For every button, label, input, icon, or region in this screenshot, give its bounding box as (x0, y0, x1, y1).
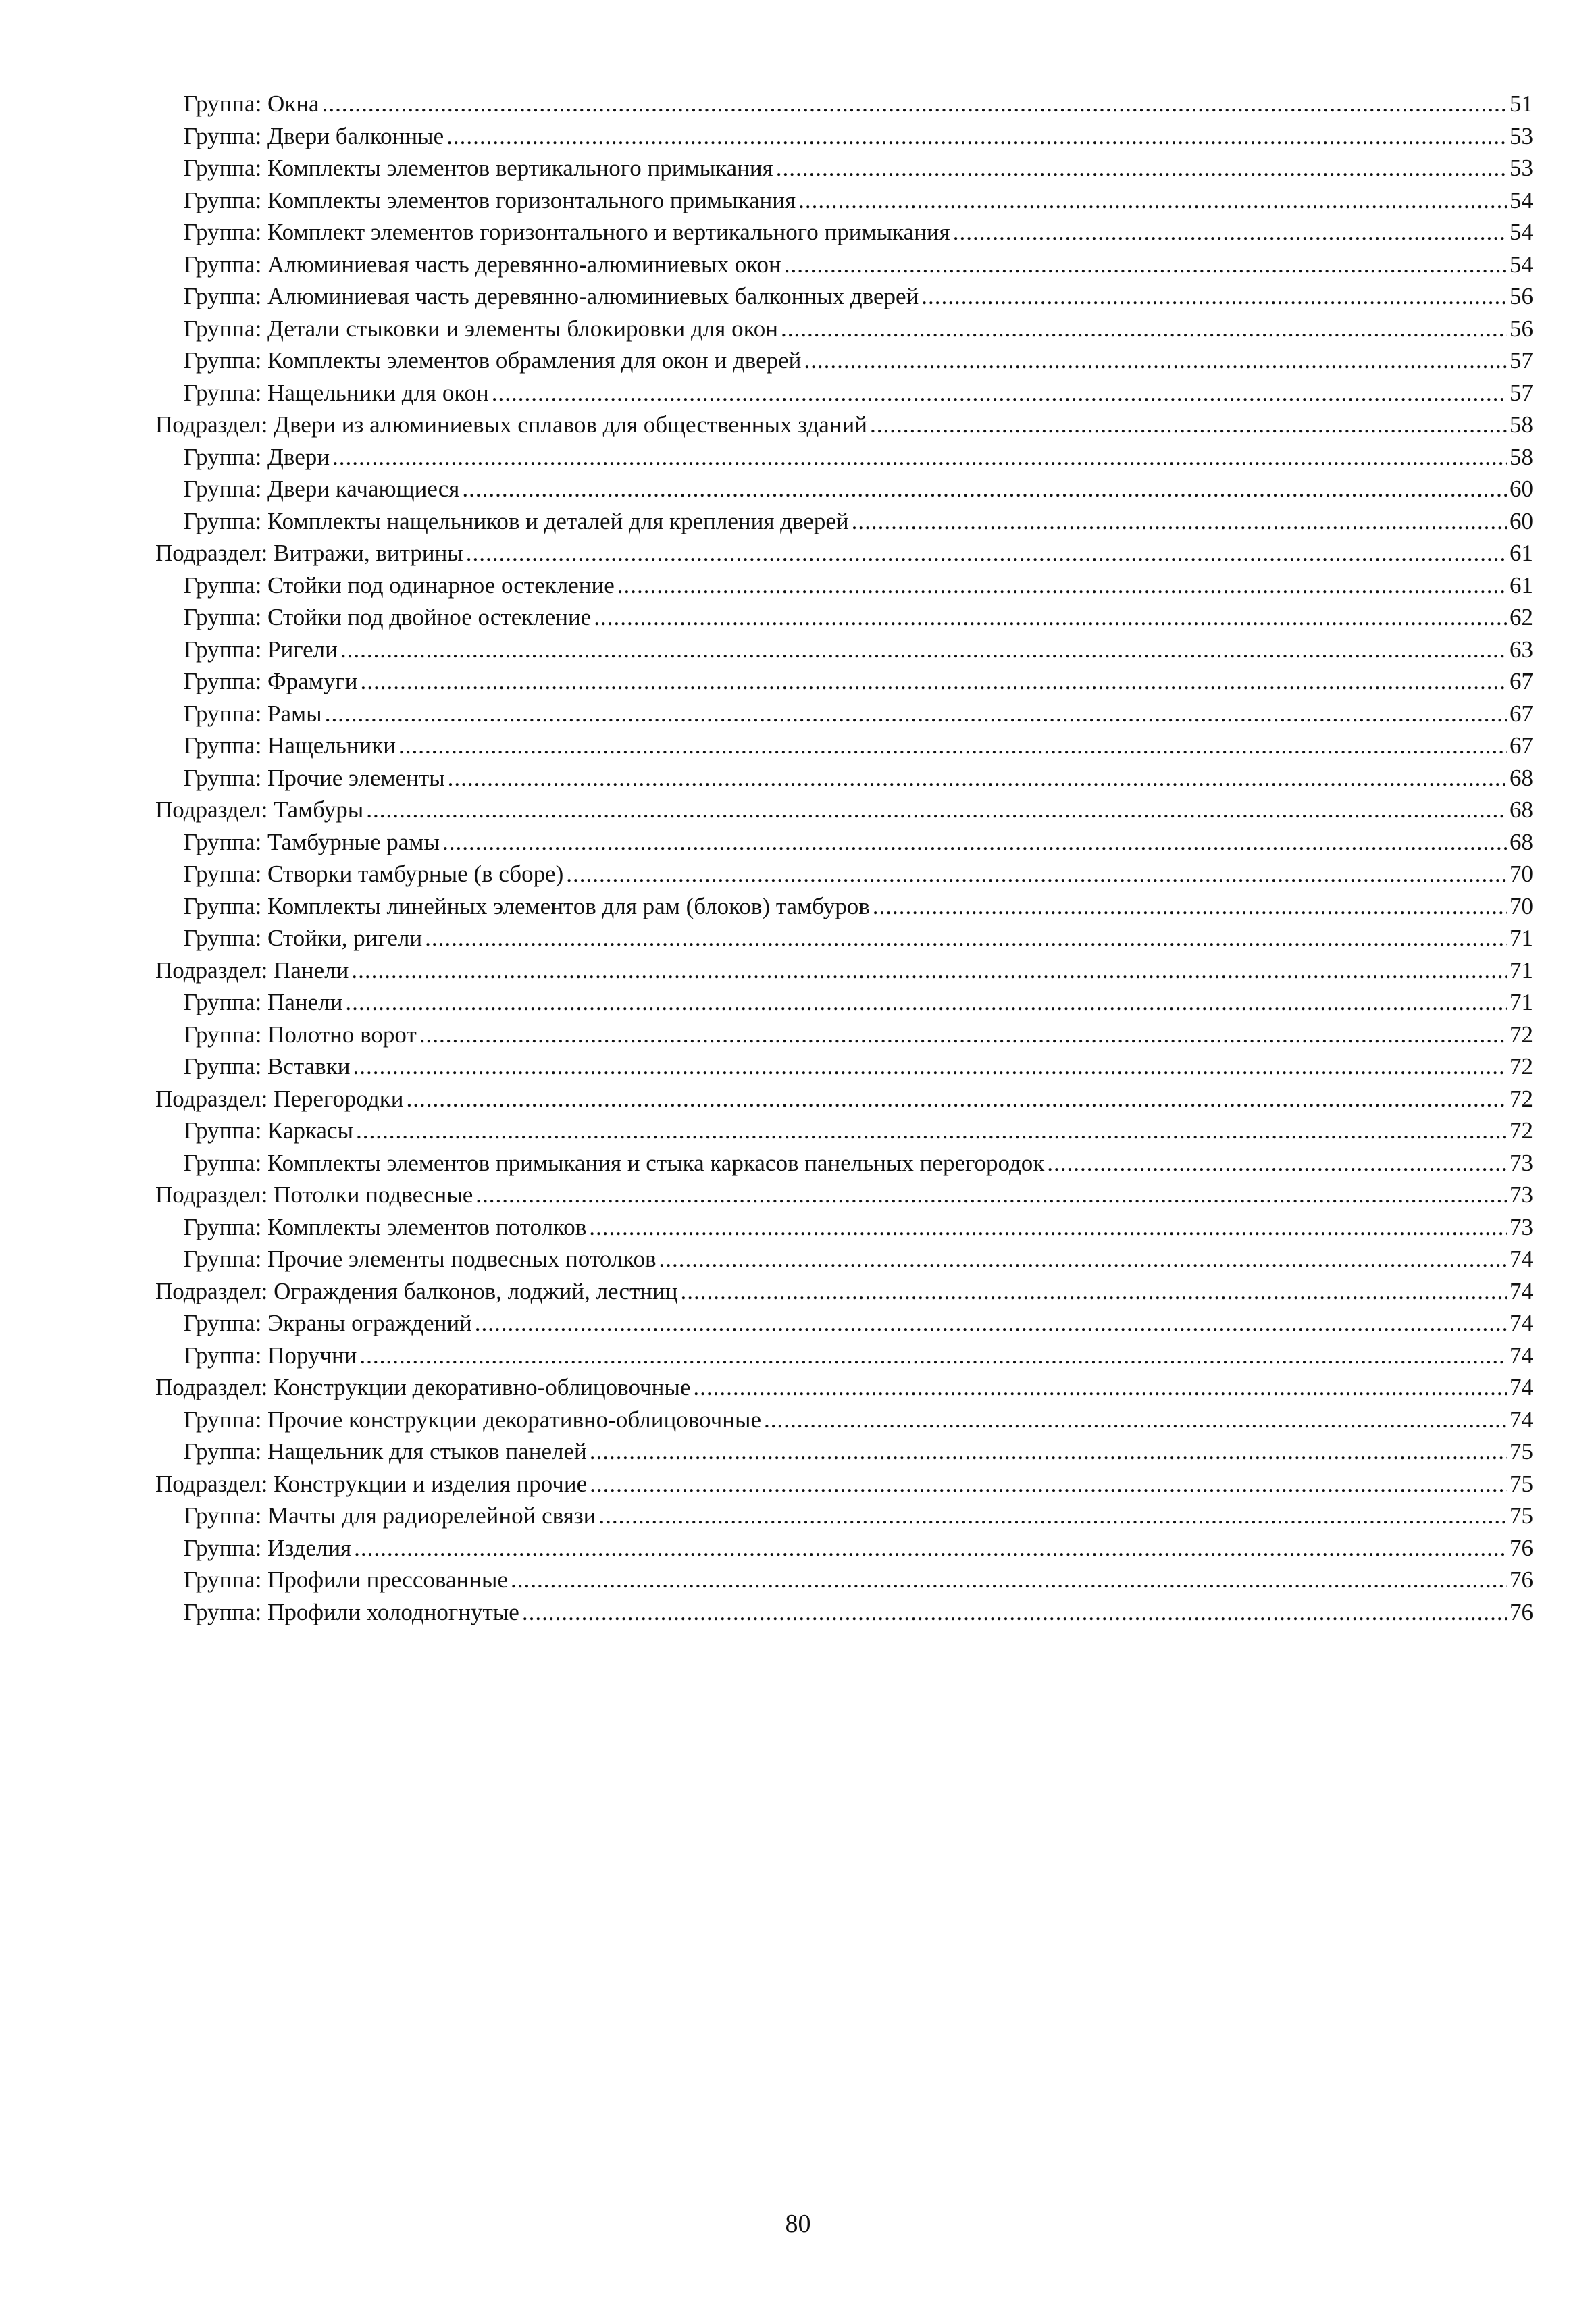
toc-entry-title: Группа: Нащельник для стыков панелей (184, 1438, 587, 1465)
toc-group-entry (155, 1404, 1533, 1436)
toc-group-entry (155, 441, 1533, 474)
toc-entry-title: Группа: Прочие элементы подвесных потолков (184, 1246, 657, 1272)
toc-entry-title: Группа: Экраны ограждений (184, 1310, 472, 1336)
toc-entry-page: 75 (1510, 1502, 1533, 1529)
toc-dot-leader (594, 601, 1507, 634)
toc-entry-title: Группа: Ригели (184, 636, 338, 663)
toc-group-entry (155, 1147, 1533, 1179)
toc-dot-leader (798, 184, 1507, 217)
toc-dot-leader (590, 1435, 1507, 1468)
toc-dot-leader (590, 1468, 1507, 1500)
toc-group-entry (155, 1307, 1533, 1340)
toc-entry-title: Группа: Алюминиевая часть деревянно-алюминиевых окон (184, 251, 781, 278)
toc-dot-leader (784, 249, 1507, 281)
toc-group-entry (155, 1115, 1533, 1147)
toc-entry-title: Группа: Тамбурные рамы (184, 828, 440, 855)
toc-entry-page: 60 (1510, 476, 1533, 502)
toc-dot-leader (693, 1371, 1507, 1404)
toc-subsection-entry (155, 955, 1533, 987)
toc-subsection-entry (155, 1275, 1533, 1308)
toc-entry-title: Группа: Комплекты элементов примыкания и стыка каркасов панельных перегородок (184, 1149, 1045, 1176)
toc-group-entry (155, 1532, 1533, 1565)
toc-entry-page: 76 (1510, 1567, 1533, 1593)
toc-dot-leader (1047, 1147, 1507, 1179)
toc-entry-title: Группа: Комплекты элементов горизонтального примыкания (184, 186, 796, 213)
toc-entry-page: 72 (1510, 1117, 1533, 1144)
toc-group-entry (155, 345, 1533, 377)
toc-entry-title: Группа: Изделия (184, 1534, 352, 1561)
toc-entry-page: 54 (1510, 251, 1533, 278)
toc-entry-page: 53 (1510, 122, 1533, 149)
toc-entry-page: 74 (1510, 1406, 1533, 1433)
toc-entry-title: Группа: Профили прессованные (184, 1567, 508, 1593)
toc-subsection-entry (155, 1371, 1533, 1404)
toc-subsection-entry (155, 794, 1533, 826)
toc-entry-page: 58 (1510, 443, 1533, 470)
toc-entry-title: Группа: Комплекты элементов потолков (184, 1213, 587, 1240)
toc-entry-page: 61 (1510, 571, 1533, 599)
toc-entry-title: Группа: Стойки, ригели (184, 925, 423, 951)
toc-entry-title: Подраздел: Конструкции декоративно-облицовочные (155, 1374, 691, 1400)
table-of-contents (155, 88, 1533, 1628)
toc-entry-page: 58 (1510, 411, 1533, 438)
toc-subsection-entry (155, 1179, 1533, 1211)
toc-dot-leader (351, 955, 1507, 987)
toc-dot-leader (776, 152, 1507, 184)
toc-entry-title: Группа: Поручни (184, 1342, 357, 1369)
toc-group-entry (155, 665, 1533, 698)
toc-subsection-entry (155, 537, 1533, 569)
toc-group-entry (155, 922, 1533, 955)
toc-group-entry (155, 505, 1533, 538)
toc-entry-title: Подраздел: Панели (155, 957, 349, 984)
toc-group-entry (155, 120, 1533, 153)
toc-entry-page: 71 (1510, 957, 1533, 984)
toc-dot-leader (406, 1083, 1507, 1115)
toc-entry-title: Группа: Комплекты линейных элементов для рам (блоков) тамбуров (184, 892, 870, 919)
toc-dot-leader (446, 120, 1507, 153)
toc-group-entry (155, 730, 1533, 762)
toc-subsection-entry (155, 409, 1533, 441)
toc-dot-leader (340, 634, 1507, 666)
toc-entry-title: Группа: Двери (184, 443, 330, 470)
toc-group-entry (155, 473, 1533, 505)
toc-dot-leader (953, 216, 1507, 249)
toc-entry-title: Подраздел: Перегородки (155, 1085, 404, 1112)
toc-dot-leader (462, 473, 1507, 505)
toc-dot-leader (360, 665, 1507, 698)
toc-entry-page: 74 (1510, 1277, 1533, 1304)
toc-entry-page: 74 (1510, 1374, 1533, 1400)
toc-entry-title: Подраздел: Конструкции и изделия прочие (155, 1470, 588, 1497)
toc-entry-page: 67 (1510, 732, 1533, 759)
toc-entry-page: 60 (1510, 507, 1533, 534)
toc-subsection-entry (155, 1468, 1533, 1500)
toc-entry-page: 72 (1510, 1085, 1533, 1112)
toc-group-entry (155, 762, 1533, 794)
toc-entry-page: 73 (1510, 1213, 1533, 1240)
toc-dot-leader (325, 698, 1507, 730)
toc-dot-leader (356, 1115, 1507, 1147)
toc-dot-leader (475, 1307, 1507, 1340)
toc-dot-leader (398, 730, 1507, 762)
toc-entry-page: 57 (1510, 347, 1533, 374)
toc-group-entry (155, 216, 1533, 249)
toc-entry-title: Группа: Фрамуги (184, 668, 358, 694)
toc-entry-title: Группа: Комплект элементов горизонтального и вертикального примыкания (184, 219, 950, 245)
toc-entry-title: Группа: Прочие элементы (184, 764, 445, 791)
toc-entry-title: Группа: Комплекты элементов вертикального примыкания (184, 155, 773, 181)
toc-group-entry (155, 152, 1533, 184)
toc-entry-page: 54 (1510, 219, 1533, 245)
toc-entry-page: 74 (1510, 1246, 1533, 1272)
toc-entry-page: 56 (1510, 315, 1533, 342)
toc-dot-leader (870, 409, 1507, 441)
toc-entry-page: 54 (1510, 186, 1533, 213)
toc-dot-leader (425, 922, 1507, 955)
toc-entry-title: Группа: Прочие конструкции декоративно-облицовочные (184, 1406, 761, 1433)
toc-group-entry (155, 1564, 1533, 1596)
toc-entry-page: 76 (1510, 1598, 1533, 1625)
toc-dot-leader (681, 1275, 1508, 1308)
toc-entry-title: Группа: Двери балконные (184, 122, 444, 149)
toc-group-entry (155, 826, 1533, 859)
toc-dot-leader (617, 569, 1507, 602)
toc-entry-page: 56 (1510, 283, 1533, 309)
toc-group-entry (155, 249, 1533, 281)
toc-dot-leader (345, 986, 1507, 1019)
toc-entry-title: Подраздел: Потолки подвесные (155, 1181, 473, 1208)
toc-entry-title: Группа: Комплекты нащельников и деталей для крепления дверей (184, 507, 849, 534)
toc-group-entry (155, 858, 1533, 890)
toc-entry-page: 51 (1510, 91, 1533, 117)
toc-entry-page: 68 (1510, 764, 1533, 791)
toc-entry-title: Группа: Нащельники для окон (184, 379, 489, 406)
toc-group-entry (155, 1500, 1533, 1532)
toc-entry-title: Группа: Стойки под одинарное остекление (184, 571, 615, 599)
toc-group-entry (155, 377, 1533, 409)
toc-group-entry (155, 88, 1533, 120)
toc-dot-leader (475, 1179, 1507, 1211)
toc-subsection-entry (155, 1083, 1533, 1115)
toc-entry-page: 74 (1510, 1342, 1533, 1369)
toc-entry-title: Группа: Мачты для радиорелейной связи (184, 1502, 596, 1529)
toc-dot-leader (522, 1596, 1507, 1629)
toc-entry-page: 76 (1510, 1534, 1533, 1561)
toc-group-entry (155, 986, 1533, 1019)
toc-entry-title: Группа: Алюминиевая часть деревянно-алюминиевых балконных дверей (184, 283, 919, 309)
toc-dot-leader (566, 858, 1507, 890)
toc-entry-title: Группа: Стойки под двойное остекление (184, 604, 592, 630)
toc-entry-page: 57 (1510, 379, 1533, 406)
toc-dot-leader (466, 537, 1507, 569)
toc-entry-title: Подраздел: Витражи, витрины (155, 540, 463, 566)
toc-dot-leader (366, 794, 1507, 826)
toc-dot-leader (442, 826, 1507, 859)
toc-entry-page: 61 (1510, 540, 1533, 566)
toc-dot-leader (921, 280, 1507, 313)
toc-group-entry (155, 634, 1533, 666)
page-number: 80 (785, 2210, 811, 2238)
toc-entry-page: 68 (1510, 796, 1533, 823)
toc-group-entry (155, 1050, 1533, 1083)
toc-entry-title: Группа: Детали стыковки и элементы блокировки для окон (184, 315, 779, 342)
toc-entry-page: 70 (1510, 861, 1533, 887)
toc-entry-page: 68 (1510, 828, 1533, 855)
toc-entry-page: 70 (1510, 892, 1533, 919)
toc-group-entry (155, 184, 1533, 217)
toc-entry-title: Группа: Каркасы (184, 1117, 354, 1144)
toc-entry-page: 63 (1510, 636, 1533, 663)
toc-entry-title: Группа: Полотно ворот (184, 1021, 417, 1048)
toc-entry-page: 73 (1510, 1181, 1533, 1208)
toc-entry-title: Группа: Панели (184, 989, 343, 1015)
toc-group-entry (155, 1211, 1533, 1244)
toc-entry-page: 67 (1510, 668, 1533, 694)
toc-entry-page: 71 (1510, 989, 1533, 1015)
toc-group-entry (155, 890, 1533, 923)
toc-group-entry (155, 1596, 1533, 1629)
toc-entry-title: Группа: Профили холодногнутые (184, 1598, 519, 1625)
toc-entry-page: 73 (1510, 1149, 1533, 1176)
toc-entry-title: Группа: Створки тамбурные (в сборе) (184, 861, 564, 887)
toc-entry-title: Группа: Двери качающиеся (184, 476, 460, 502)
toc-dot-leader (322, 88, 1507, 120)
toc-dot-leader (359, 1340, 1507, 1372)
toc-group-entry (155, 698, 1533, 730)
toc-dot-leader (448, 762, 1507, 794)
toc-entry-page: 62 (1510, 604, 1533, 630)
toc-group-entry (155, 313, 1533, 345)
toc-group-entry (155, 1435, 1533, 1468)
toc-entry-page: 74 (1510, 1310, 1533, 1336)
toc-dot-leader (353, 1050, 1507, 1083)
toc-entry-page: 72 (1510, 1053, 1533, 1079)
toc-group-entry (155, 601, 1533, 634)
toc-dot-leader (873, 890, 1507, 923)
toc-dot-leader (492, 377, 1507, 409)
toc-dot-leader (511, 1564, 1507, 1596)
toc-entry-title: Группа: Рамы (184, 700, 322, 727)
toc-dot-leader (781, 313, 1507, 345)
toc-entry-title: Группа: Окна (184, 91, 319, 117)
toc-entry-page: 71 (1510, 925, 1533, 951)
toc-group-entry (155, 280, 1533, 313)
toc-dot-leader (852, 505, 1507, 538)
toc-entry-page: 75 (1510, 1470, 1533, 1497)
toc-dot-leader (764, 1404, 1507, 1436)
toc-group-entry (155, 1340, 1533, 1372)
toc-entry-title: Группа: Нащельники (184, 732, 396, 759)
toc-entry-title: Группа: Комплекты элементов обрамления для окон и дверей (184, 347, 802, 374)
toc-group-entry (155, 1243, 1533, 1275)
toc-entry-title: Подраздел: Тамбуры (155, 796, 364, 823)
toc-dot-leader (419, 1019, 1507, 1051)
toc-entry-page: 75 (1510, 1438, 1533, 1465)
toc-dot-leader (332, 441, 1507, 474)
toc-dot-leader (659, 1243, 1507, 1275)
toc-dot-leader (354, 1532, 1507, 1565)
toc-entry-title: Подраздел: Ограждения балконов, лоджий, лестниц (155, 1277, 678, 1304)
toc-group-entry (155, 569, 1533, 602)
toc-entry-page: 53 (1510, 155, 1533, 181)
toc-group-entry (155, 1019, 1533, 1051)
toc-entry-title: Группа: Вставки (184, 1053, 351, 1079)
toc-entry-title: Подраздел: Двери из алюминиевых сплавов для общественных зданий (155, 411, 868, 438)
toc-dot-leader (804, 345, 1507, 377)
toc-entry-page: 72 (1510, 1021, 1533, 1048)
toc-dot-leader (598, 1500, 1507, 1532)
toc-dot-leader (589, 1211, 1507, 1244)
toc-entry-page: 67 (1510, 700, 1533, 727)
